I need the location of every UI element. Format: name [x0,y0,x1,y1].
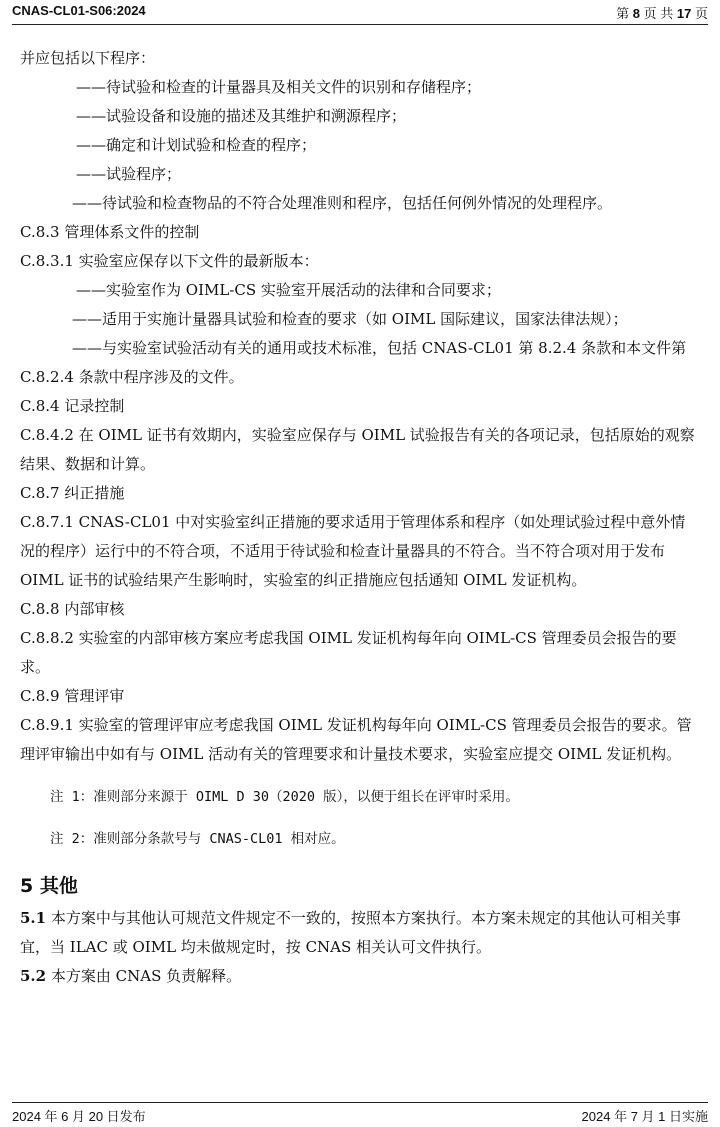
clause-heading: C.8.3 管理体系文件的控制 [20,223,200,241]
list-item: ——实验室作为 OIML-CS 实验室开展活动的法律和合同要求； [76,281,501,299]
clause-heading: C.8.4 记录控制 [20,397,125,415]
page-footer [12,1106,708,1124]
page-header [12,3,708,23]
clause-text: 本方案由 CNAS 负责解释。 [46,966,242,985]
page-total: 17 [676,6,692,21]
clause-heading: C.8.7 纠正措施 [20,484,125,502]
list-item: ——确定和计划试验和检查的程序； [76,136,317,154]
clause-paragraph: C.8.3.1 实验室应保存以下文件的最新版本： [20,252,319,270]
clause-number: 5.2 [20,966,47,985]
list-item: ——待试验和检查物品的不符合处理准则和程序，包括任何例外情况的处理程序。 [72,194,613,212]
page-middle: 页 共 [643,6,674,21]
note: 注 2：准则部分条款号与 CNAS-CL01 相对应。 [50,831,345,847]
section-heading: 5 其他 [20,874,78,897]
clause-paragraph: C.8.7.1 CNAS-CL01 中对实验室纠正措施的要求适用于管理体系和程序（如处理试验过程中意外情况的程序）运行中的不符合项，不适用于待试验和检查计量器具的不符合。当不符合项对用于发布 OIML 证书的试验结果产生影响时，实验室的纠正措施应包括通知 OIML 发证机构。 [20,513,686,589]
list-item: ——试验设备和设施的描述及其维护和溯源程序； [76,107,407,125]
clause-paragraph: C.8.4.2 在 OIML 证书有效期内，实验室应保存与 OIML 试验报告有关的各项记录，包括原始的观察结果、数据和计算。 [20,426,695,473]
list-item: ——适用于实施计量器具试验和检查的要求（如 OIML 国际建议，国家法律法规）； [72,310,628,328]
issue-date: 2024 年 6 月 20 日发布 [12,1109,146,1124]
note: 注 1：准则部分来源于 OIML D 30（2020 版），以便于组长在评审时采用。 [50,788,519,805]
clause-heading: C.8.8 内部审核 [20,600,125,618]
list-item: ——与实验室试验活动有关的通用或技术标准，包括 CNAS-CL01 第 8.2.4 条款和本文件第 C.8.2.4 条款中程序涉及的文件。 [20,339,687,386]
section-paragraph [20,904,700,962]
document-body [20,44,700,991]
page-number: 8 [632,6,641,21]
page-indicator [616,3,708,22]
list-item: ——待试验和检查的计量器具及相关文件的识别和存储程序； [76,78,482,96]
doc-code: CNAS-CL01-S06:2024 [12,3,146,18]
section-paragraph [20,962,700,991]
effective-date: 2024 年 7 月 1 日实施 [581,1109,708,1124]
clause-text: 本方案中与其他认可规范文件规定不一致的，按照本方案执行。本方案未规定的其他认可相关事宜，当 ILAC 或 OIML 均未做规定时，按 CNAS 相关认可文件执行。 [20,908,681,956]
header-divider [12,24,708,25]
clause-heading: C.8.9 管理评审 [20,687,125,705]
clause-paragraph: C.8.9.1 实验室的管理评审应考虑我国 OIML 发证机构每年向 OIML-CS 管理委员会报告的要求。管理评审输出中如有与 OIML 活动有关的管理要求和计量技术要求，实验室应提交 OIML 发证机构。 [20,716,692,763]
paragraph: 并应包括以下程序： [20,49,156,67]
page-suffix: 页 [694,6,708,21]
list-item: ——试验程序； [76,165,182,183]
page-prefix: 第 [616,6,630,21]
clause-number: 5.1 [20,908,47,927]
clause-paragraph: C.8.8.2 实验室的内部审核方案应考虑我国 OIML 发证机构每年向 OIML-CS 管理委员会报告的要求。 [20,629,677,676]
footer-divider [12,1102,708,1103]
